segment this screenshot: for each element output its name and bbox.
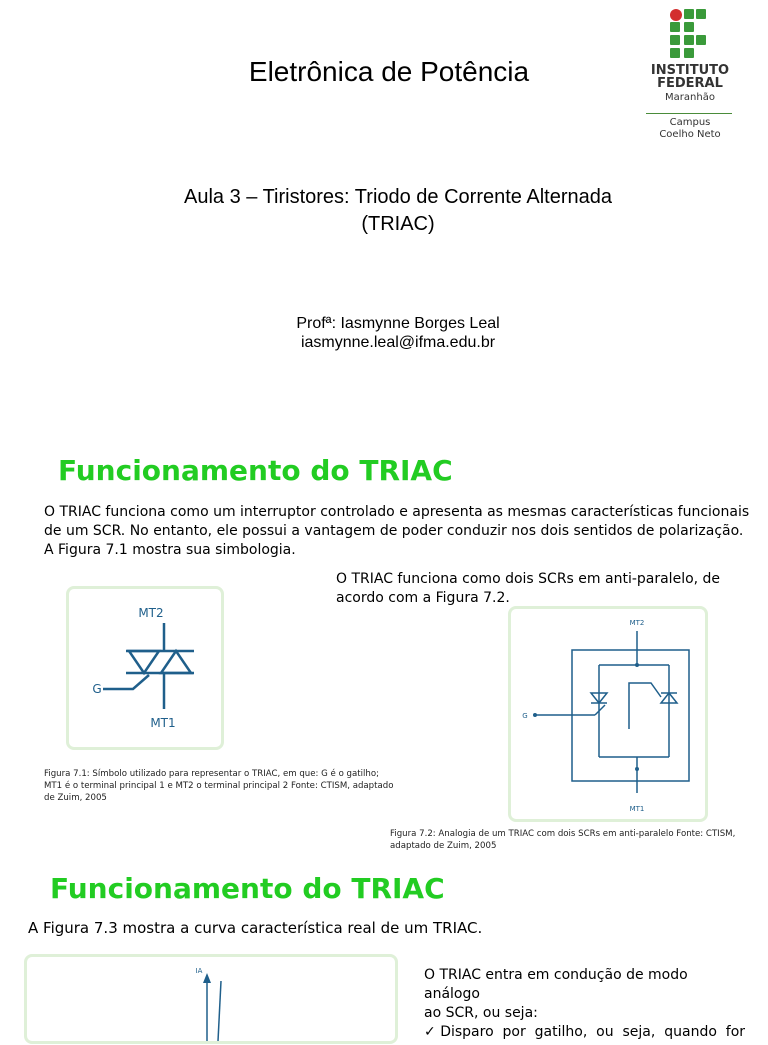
intro-line-3: A Figura 7.1 mostra sua simbologia. <box>44 542 296 558</box>
section-heading-2: Funcionamento do TRIAC <box>50 872 445 905</box>
intro-line-2: de um SCR. No entanto, ele possui a vantagem de poder conduzir nos dois sentidos de polarização. <box>44 523 744 539</box>
logo-divider <box>646 113 732 114</box>
bullet-trigger-text: Disparo por gatilho, ou seja, quando for <box>440 1024 746 1040</box>
fig1-g-label: G <box>92 682 102 696</box>
triac-symbol-icon <box>69 589 221 747</box>
fig1-caption-line-1: Figura 7.1: Símbolo utilizado para representar o TRIAC, em que: G é o gatilho; <box>44 769 380 779</box>
fig2-g-label: G <box>522 712 528 720</box>
bullet-trigger <box>424 1023 746 1042</box>
page-title: Eletrônica de Potência <box>248 56 530 87</box>
professor-name: Profª: Iasmynne Borges Leal <box>296 315 500 332</box>
fig2-caption-line-2: adaptado de Zuim, 2005 <box>390 841 497 851</box>
anti-parallel-line-1: O TRIAC funciona como dois SCRs em anti-paralelo, de <box>336 571 721 587</box>
figure-7-1-caption <box>44 768 420 804</box>
subtitle-line-2: (TRIAC) <box>361 213 435 235</box>
subtitle-line-1: Aula 3 – Tiristores: Triodo de Corrente Alternada <box>183 186 612 208</box>
intro-line-1: O TRIAC funciona como um interruptor controlado e apresenta as mesmas características funcionais <box>44 504 750 520</box>
institute-logo <box>640 8 740 138</box>
professor-email: iasmynne.leal@ifma.edu.br <box>300 334 496 351</box>
fig2-caption-line-1: Figura 7.2: Analogia de um TRIAC com dois SCRs em anti-paralelo Fonte: CTISM, <box>390 829 736 839</box>
logo-line-1: INSTITUTO <box>650 63 730 78</box>
section-heading-1: Funcionamento do TRIAC <box>58 454 453 487</box>
logo-line-3: Maranhão <box>665 92 715 103</box>
fig2-mt1-label: MT1 <box>629 805 645 813</box>
logo-line-5: Coelho Neto <box>659 129 721 140</box>
anti-parallel-scr-diagram-icon <box>511 609 705 819</box>
fig1-mt2-label: MT2 <box>138 606 164 620</box>
figure-7-1-triac-symbol <box>66 586 224 750</box>
conduction-line-2: ao SCR, ou seja: <box>424 1005 538 1021</box>
fig2-mt2-label: MT2 <box>629 619 645 627</box>
fig1-caption-line-2: MT1 é o terminal principal 1 e MT2 o terminal principal 2 Fonte: CTISM, adaptado <box>44 781 394 791</box>
checkmark-icon: ✓ <box>424 1024 436 1040</box>
lesson-subtitle <box>0 184 768 238</box>
conduction-line-1: O TRIAC entra em condução de modo análogo <box>424 967 688 1002</box>
logo-mark-icon <box>640 8 740 60</box>
characteristic-curve-icon <box>27 957 395 1041</box>
professor-info <box>0 314 768 352</box>
anti-parallel-paragraph <box>336 570 756 608</box>
fig1-caption-line-3: de Zuim, 2005 <box>44 793 107 803</box>
conduction-text <box>424 966 746 1042</box>
figure-7-3-characteristic-curve <box>24 954 398 1044</box>
fig3-axis-label: IA <box>195 967 203 975</box>
figure-7-2-caption <box>390 828 766 852</box>
intro-paragraph <box>44 503 764 560</box>
logo-line-2: FEDERAL <box>657 76 723 91</box>
curve-intro: A Figura 7.3 mostra a curva característica real de um TRIAC. <box>28 919 483 937</box>
anti-parallel-line-2: acordo com a Figura 7.2. <box>336 590 510 606</box>
fig1-mt1-label: MT1 <box>150 716 176 730</box>
logo-line-4: Campus <box>669 117 711 128</box>
figure-7-2-anti-parallel-scrs <box>508 606 708 822</box>
